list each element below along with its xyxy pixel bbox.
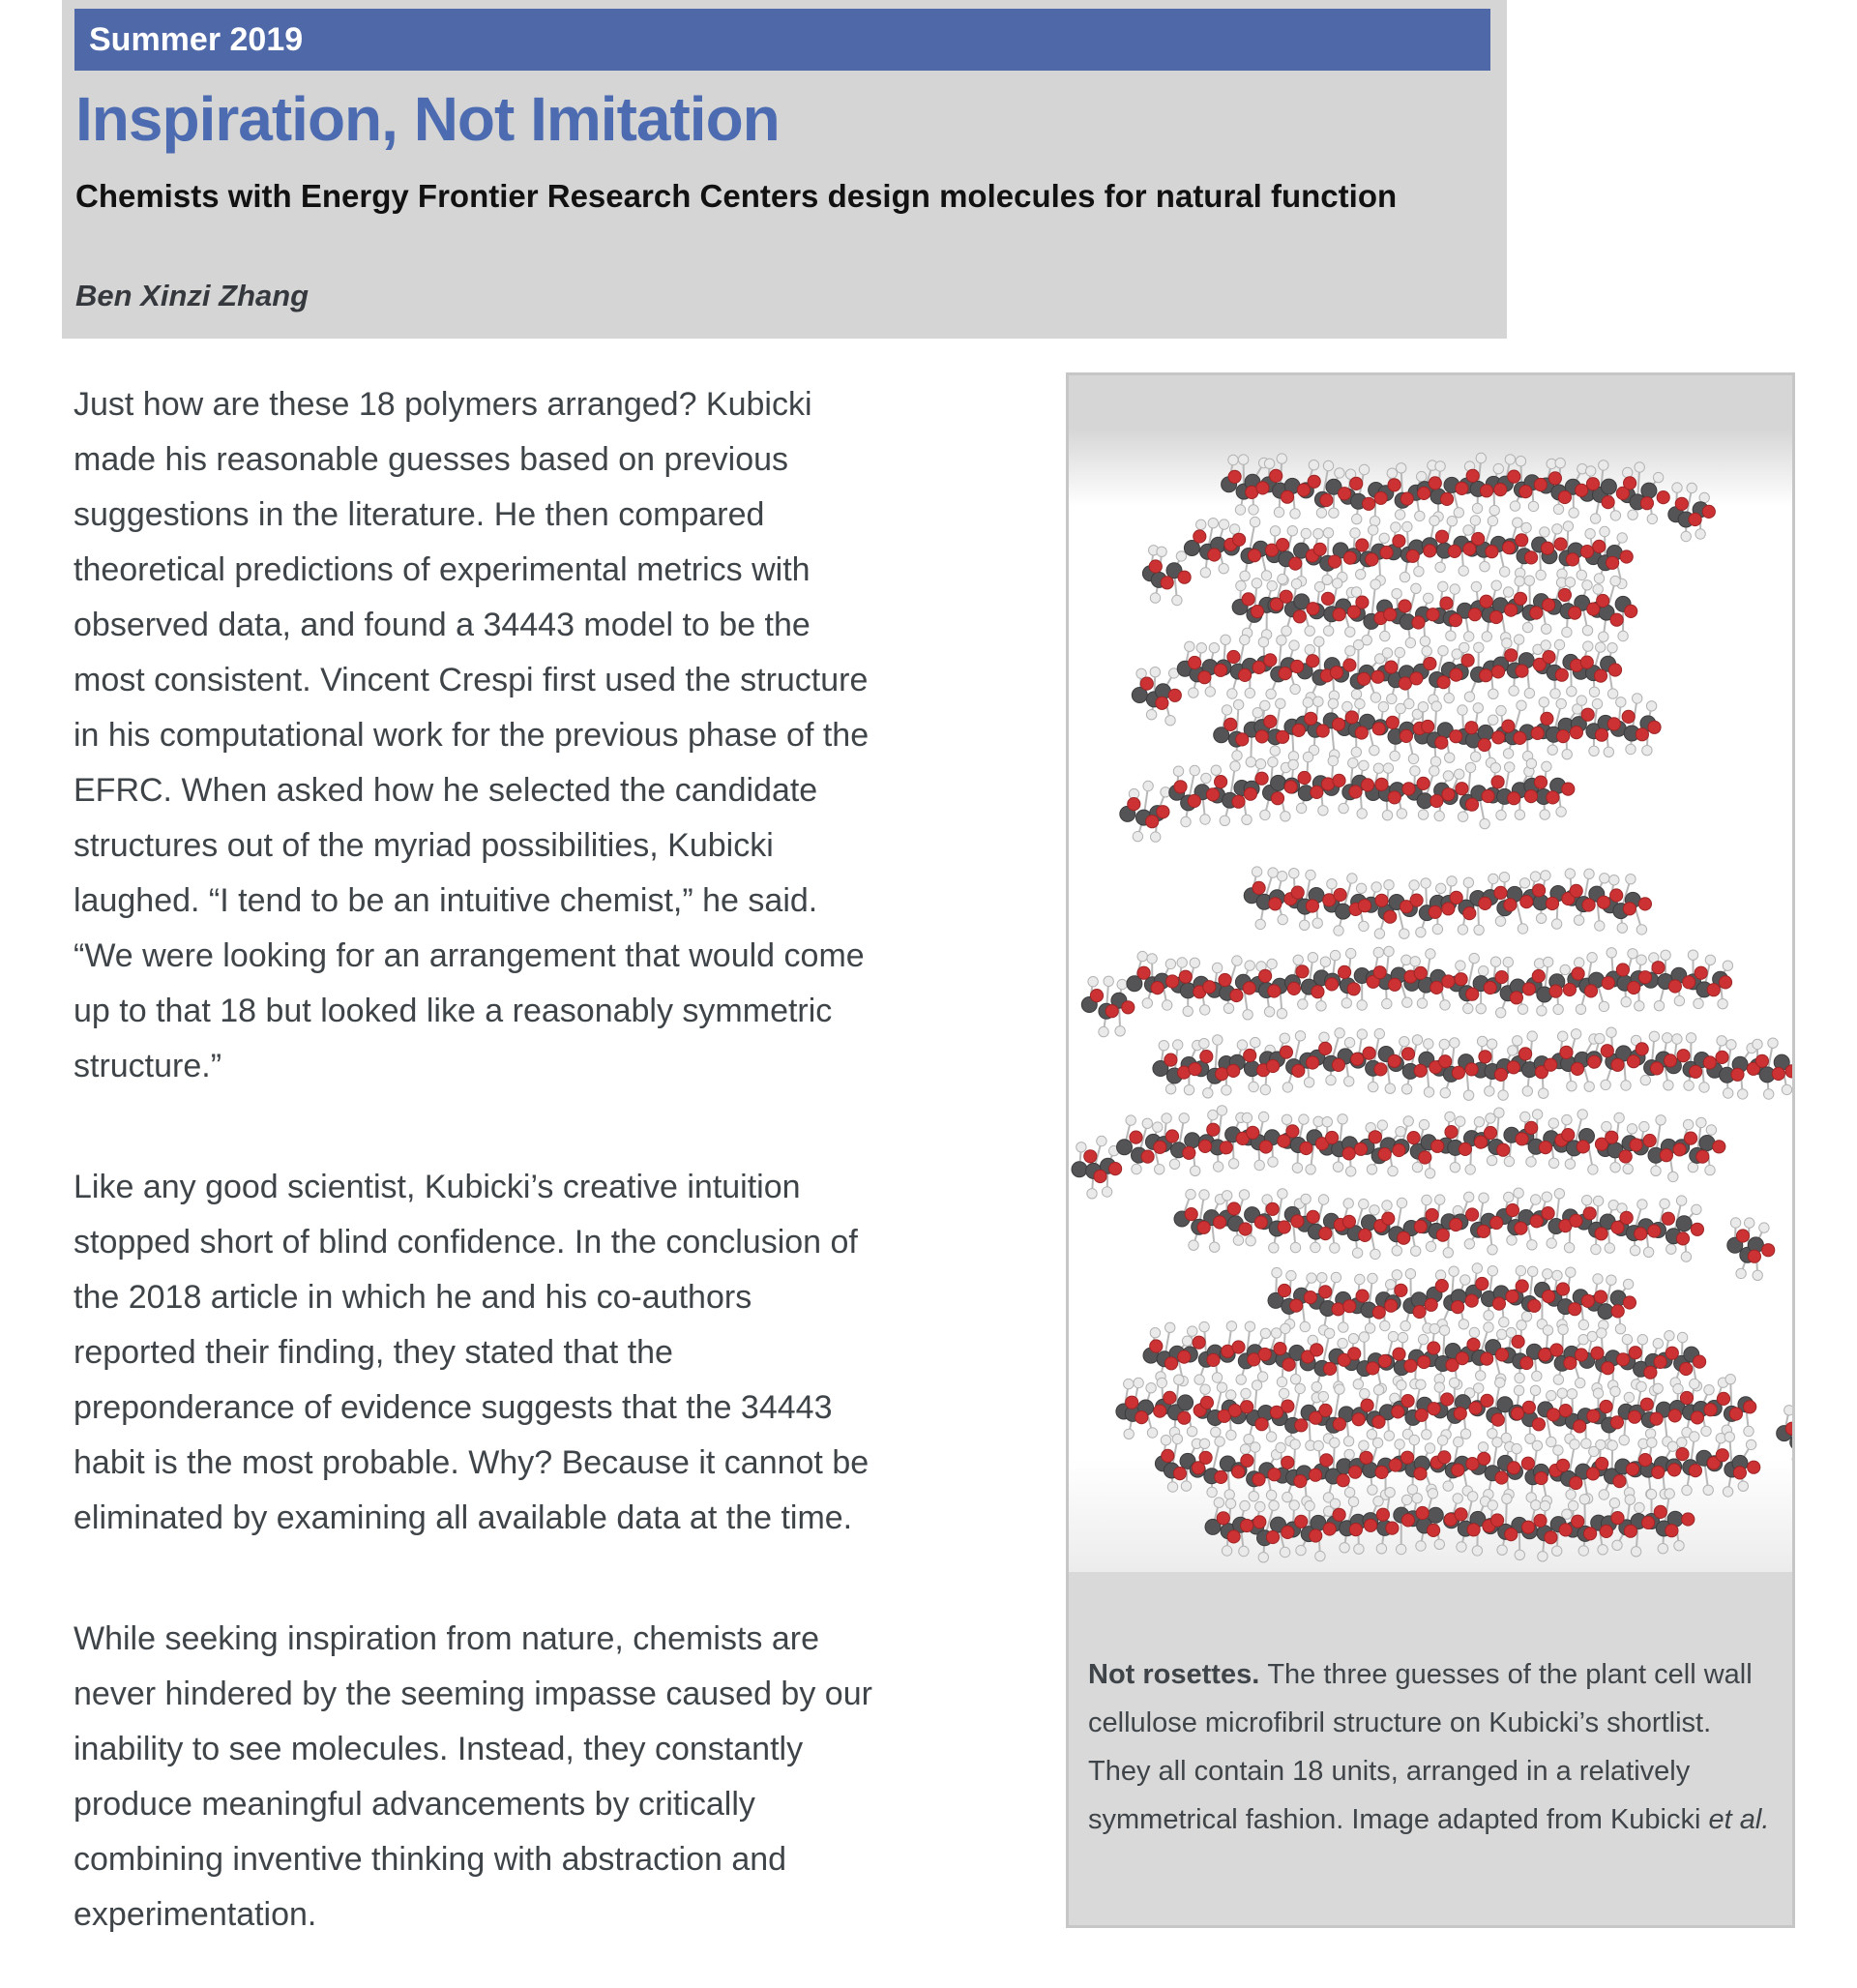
body-line: up to that 18 but looked like a reasonably symmetric (74, 993, 833, 1029)
body-line: preponderance of evidence suggests that the 34443 (74, 1389, 833, 1426)
body-line: the 2018 article in which he and his co-authors (74, 1279, 752, 1316)
body-line: While seeking inspiration from nature, chemists are (74, 1620, 819, 1657)
body-line: theoretical predictions of experimental metrics with (74, 551, 811, 588)
article-subtitle: Chemists with Energy Frontier Research Centers design molecules for natural function (75, 178, 1398, 214)
caption-segment: The three guesses of the plant cell wall cellulose microfibril structure on Kubicki’s shortlist. They all contain 18 units, arranged in a relatively symmetrical fashion. Image adapted from Kubicki (1088, 1659, 1753, 1835)
caption-segment: et al. (1708, 1804, 1770, 1835)
body-line: combining inventive thinking with abstraction and (74, 1841, 787, 1878)
issue-label: Summer 2019 (89, 21, 304, 58)
body-line: observed data, and found a 34443 model to be the (74, 607, 811, 643)
body-line: Like any good scientist, Kubicki’s creative intuition (74, 1169, 801, 1205)
figure-image (1069, 375, 1792, 1572)
article-title: Inspiration, Not Imitation (75, 84, 780, 154)
header-block (62, 0, 1507, 339)
body-line: “We were looking for an arrangement that would come (74, 937, 865, 974)
body-line: in his computational work for the previous phase of the (74, 717, 870, 754)
molecule-svg (1069, 375, 1792, 1572)
article-author: Ben Xinzi Zhang (75, 279, 310, 312)
body-line: habit is the most probable. Why? Because it cannot be (74, 1444, 870, 1481)
body-line: Just how are these 18 polymers arranged? Kubicki (74, 386, 812, 423)
body-line: stopped short of blind confidence. In the conclusion of (74, 1224, 858, 1261)
body-line: structures out of the myriad possibilities, Kubicki (74, 827, 774, 864)
caption-segment: Not rosettes. (1088, 1659, 1268, 1690)
paragraph (74, 1612, 1041, 1943)
body-line: structure.” (74, 1048, 222, 1084)
issue-banner (74, 9, 1490, 71)
figure-panel (1066, 372, 1795, 1928)
body-line: EFRC. When asked how he selected the candidate (74, 772, 818, 809)
body-line: most consistent. Vincent Crespi first used the structure (74, 662, 869, 698)
article-body (74, 377, 1041, 1988)
body-line: experimentation. (74, 1896, 317, 1933)
paragraph (74, 1160, 1041, 1546)
body-line: produce meaningful advancements by critically (74, 1786, 755, 1823)
body-line: made his reasonable guesses based on previous (74, 441, 789, 478)
body-line: suggestions in the literature. He then compared (74, 496, 765, 533)
body-line: inability to see molecules. Instead, they constantly (74, 1731, 804, 1767)
body-line: laughed. “I tend to be an intuitive chemist,” he said. (74, 882, 818, 919)
body-line: reported their finding, they stated that the (74, 1334, 673, 1371)
figure-caption (1088, 1650, 1771, 1844)
paragraph (74, 377, 1041, 1094)
body-line: never hindered by the seeming impasse caused by our (74, 1676, 872, 1712)
body-line: eliminated by examining all available data at the time. (74, 1499, 853, 1536)
